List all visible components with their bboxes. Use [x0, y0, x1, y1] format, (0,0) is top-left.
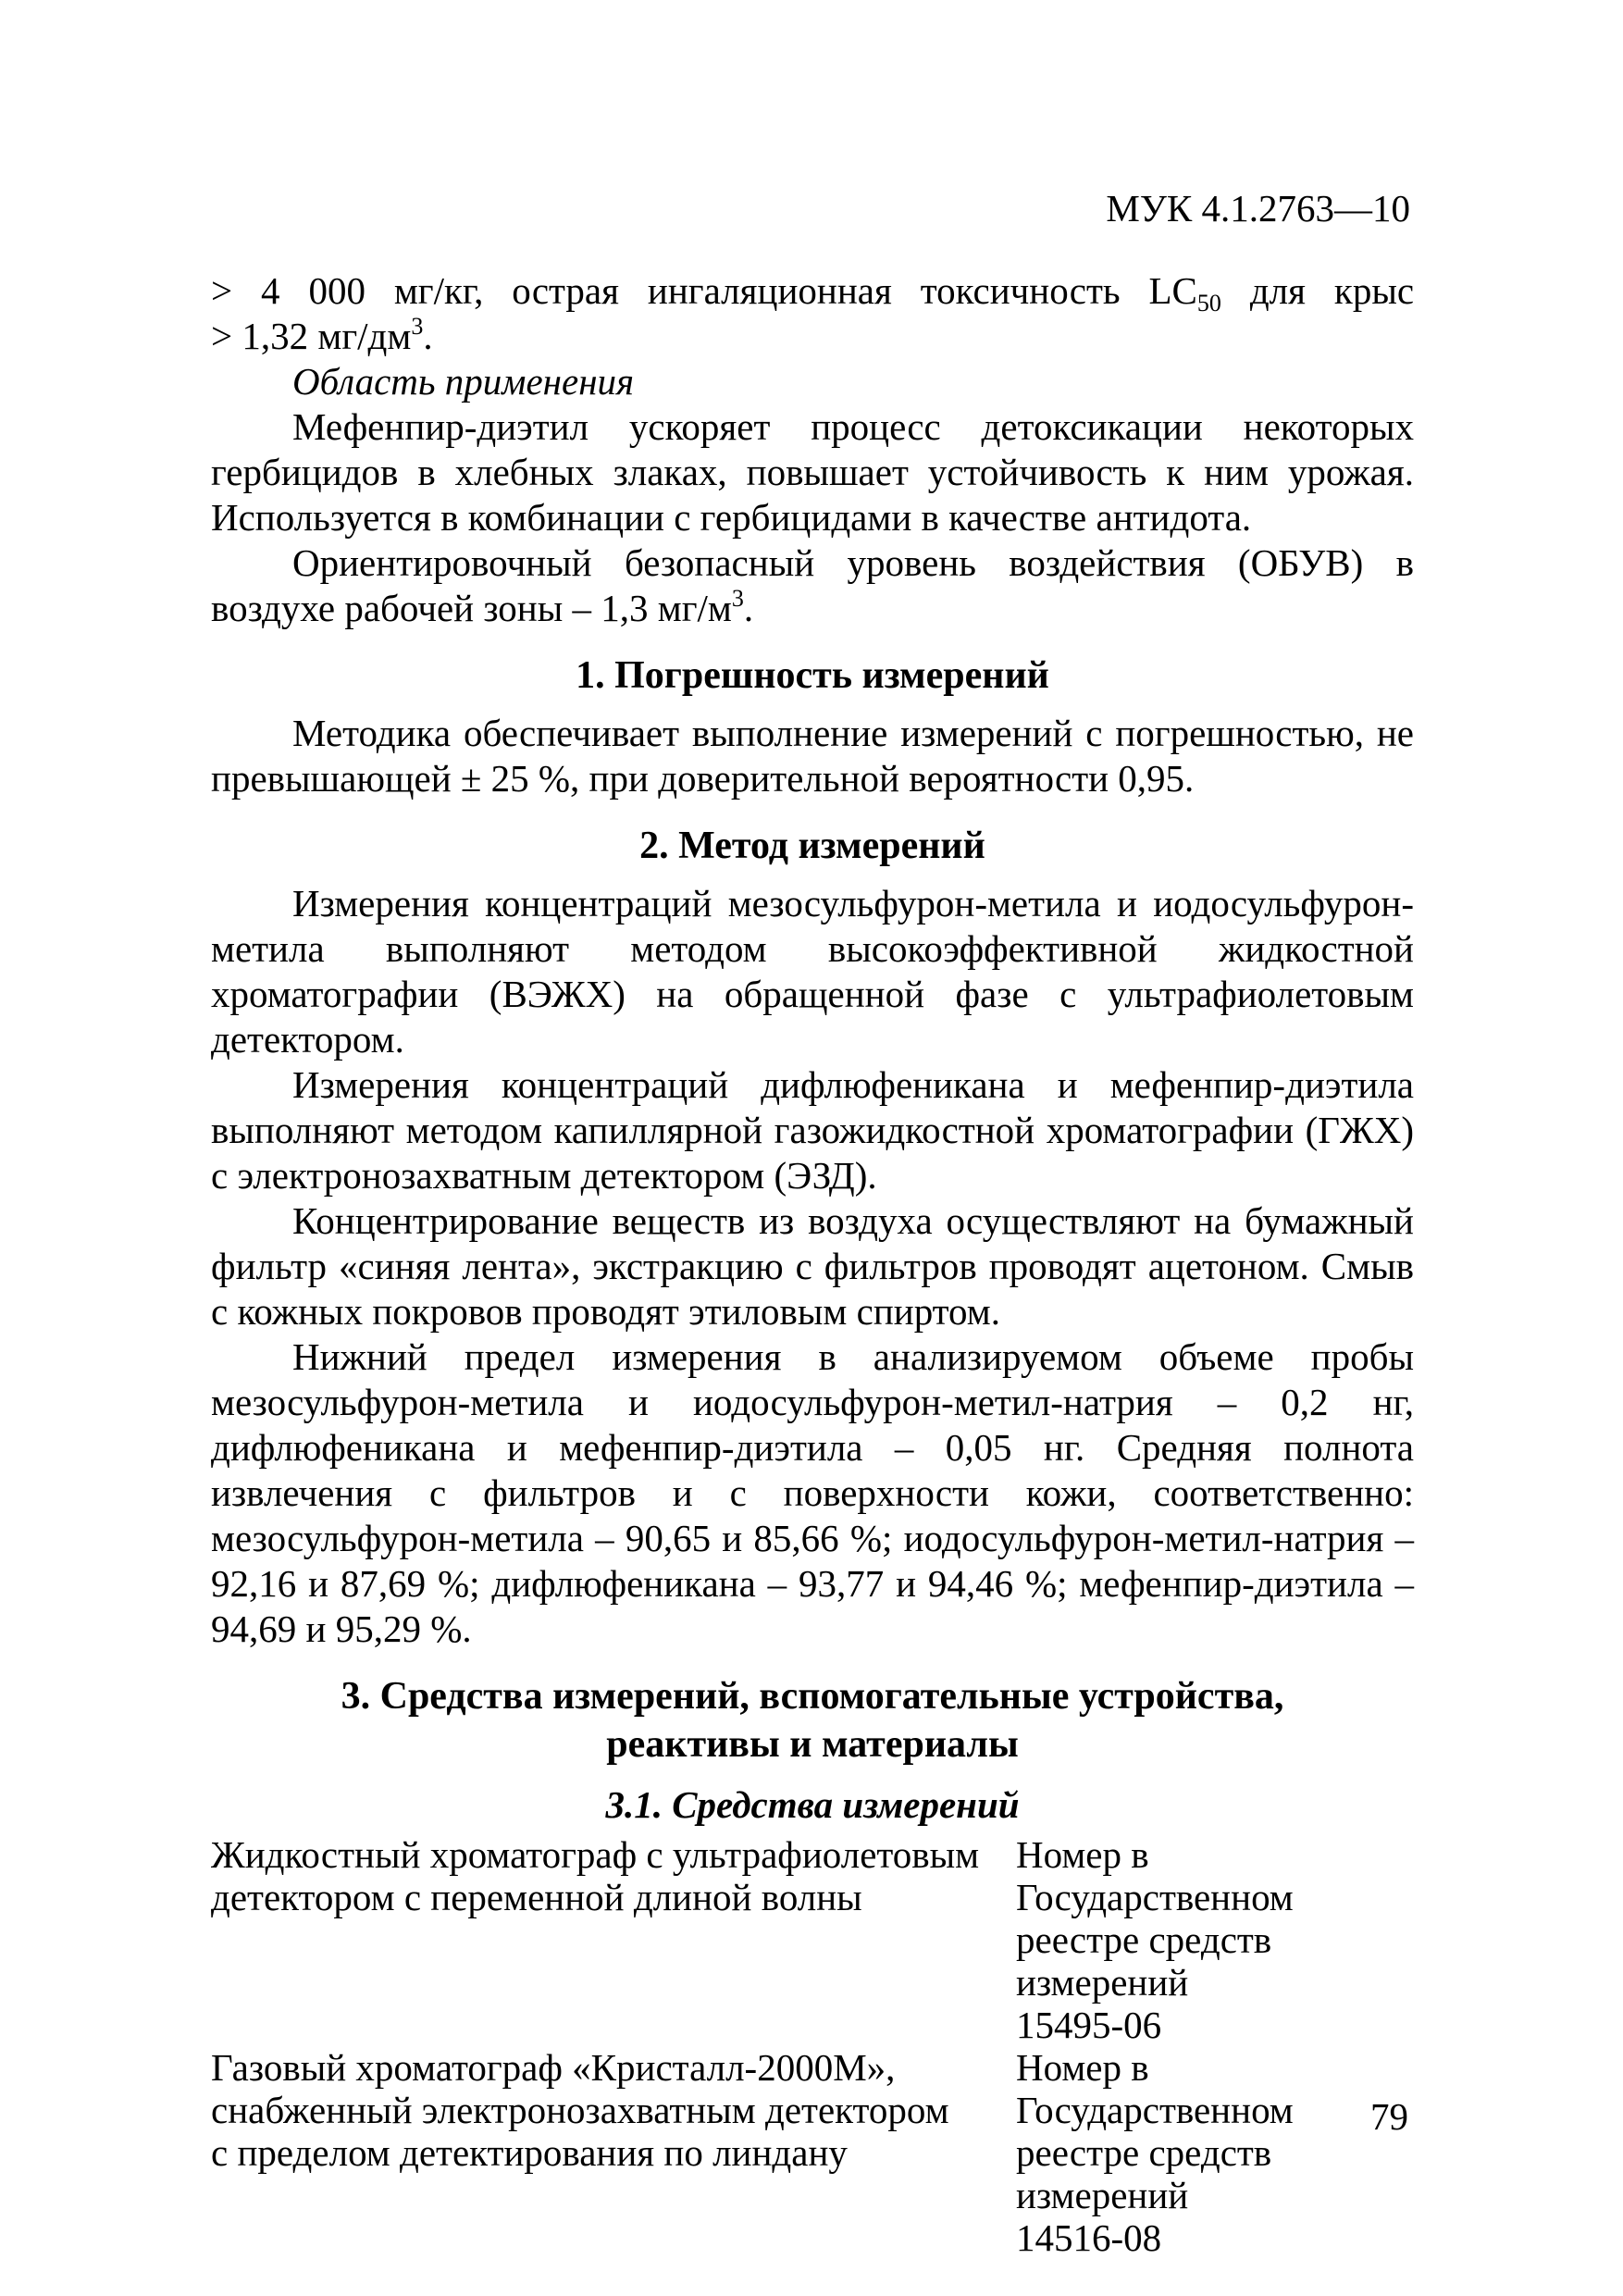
page-content — [211, 268, 1414, 2259]
toxicity-word: острая — [512, 269, 619, 312]
toxicity-word: токсичность — [920, 269, 1121, 312]
section-1-paragraph: Методика обеспечивает выполнение измерений с погрешностью, не превышающей ± 25 %, при доверительной вероятности 0,95. — [211, 712, 1414, 800]
lc50-term: LC50 — [1148, 269, 1221, 316]
section-3-title — [211, 1672, 1414, 1769]
toxicity-line-2: > 1,32 $мг/дм^3$. — [211, 313, 433, 357]
obuv-paragraph: Ориентировочный безопасный уровень воздействия (ОБУВ) в воздухе рабочей зоны – 1,3 $мг/м^3$. — [211, 541, 1414, 629]
document-code: МУК 4.1.2763—10 — [1106, 187, 1410, 230]
section-2-title: 2. Метод измерений — [639, 825, 985, 867]
section-2-paragraph-3: Концентрирование веществ из воздуха осуществляют на бумажный фильтр «синяя лента», экстракцию с фильтров проводят ацетоном. Смыв с кожных покровов проводят этиловым спиртом. — [211, 1199, 1414, 1333]
instrument-registry: Номер в Государственном реестре средств измерений 15495-06 — [1016, 1833, 1294, 2046]
section-3-title-line-2: реактивы и материалы — [606, 1723, 1019, 1766]
toxicity-word: ингаляционная — [647, 269, 892, 312]
section-2-paragraph-2: Измерения концентраций дифлюфеникана и мефенпир-диэтила выполняют методом капиллярной газожидкостной хроматографии (ГЖХ) с электронозахватным детектором (ЭЗД). — [211, 1063, 1414, 1197]
instrument-name: Жидкостный хроматограф с ультрафиолетовым детектором с переменной длиной волны — [211, 1833, 980, 1918]
scope-paragraph: Мефенпир-диэтил ускоряет процесс детоксикации некоторых гербицидов в хлебных злаках, повышает устойчивость к ним урожая. Используется в комбинации с гербицидами в качестве антидота. — [211, 405, 1414, 539]
section-2-paragraph-4: Нижний предел измерения в анализируемом объеме пробы мезосульфурон-метила и иодосульфурон-метил-натрия – 0,2 нг, дифлюфеникана и мефенпир-диэтила – 0,05 нг. Средняя полнота извлечения с фильтров и с поверхности кожи, соответственно: мезосульфурон-метила – 90,65 и 85,66 %; иодосульфурон-метил-натрия – 92,16 и 87,69 %; дифлюфеникана – 93,77 и 94,46 %; мефенпир-диэтила – 94,69 и 95,29 %. — [211, 1335, 1414, 1650]
toxicity-dermal-value: > 4 000 мг/кг, — [211, 269, 484, 312]
table-row — [211, 2046, 1414, 2259]
instruments-table — [211, 1833, 1414, 2259]
toxicity-word: крыс — [1333, 269, 1415, 312]
instrument-registry: Номер в Государственном реестре средств измерений 14516-08 — [1016, 2046, 1294, 2259]
table-row — [211, 1833, 1414, 2046]
section-3-title-line-1: 3. Средства измерений, вспомогательные устройства, — [341, 1675, 1284, 1718]
subsection-3-1-title: 3.1. Средства измерений — [605, 1783, 1020, 1826]
section-2-paragraph-1: Измерения концентраций мезосульфурон-метила и иодосульфурон-метила выполняют методом высокоэффективной жидкостной хроматографии (ВЭЖХ) на обращенной фазе с ультрафиолетовым детектором. — [211, 882, 1414, 1061]
toxicity-word: для — [1249, 269, 1306, 312]
toxicity-line-1 — [211, 268, 1414, 314]
scope-heading: Область применения — [292, 360, 635, 403]
instrument-name: Газовый хроматограф «Кристалл-2000М», снабженный электронозахватным детектором с пределом детектирования по линдану — [211, 2046, 949, 2174]
page-number: 79 — [1370, 2095, 1408, 2138]
section-1-title: 1. Погрешность измерений — [576, 654, 1049, 697]
